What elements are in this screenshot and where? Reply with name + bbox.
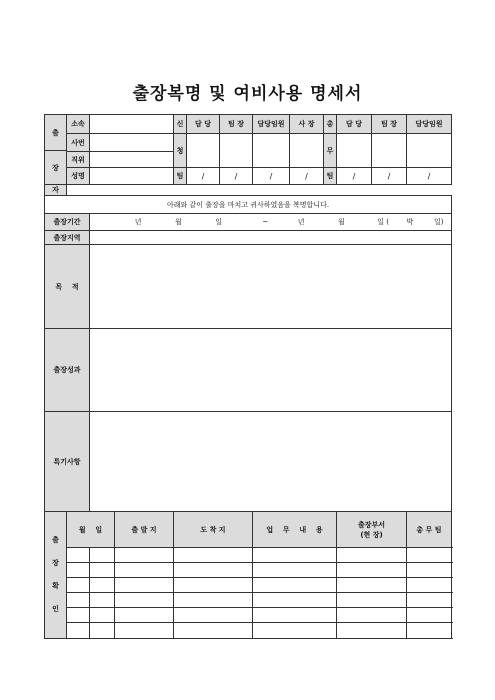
- sign-box-request-president[interactable]: [290, 134, 324, 168]
- expense-report-form: [44, 114, 452, 639]
- confirm-cell[interactable]: [407, 593, 452, 608]
- confirm-cell[interactable]: [174, 563, 253, 578]
- document-title: 출장복명 및 여비사용 명세서: [132, 84, 363, 104]
- general-side-label-1: 총: [324, 115, 337, 134]
- traveler-side-label-3: 자: [45, 185, 67, 196]
- confirm-col-work: 업 무 내 용: [253, 512, 337, 548]
- period-part: 일 (: [377, 218, 389, 226]
- confirm-cell[interactable]: [337, 623, 407, 639]
- sign-box-general-staff[interactable]: [337, 134, 372, 168]
- field-value-position[interactable]: [90, 152, 174, 168]
- sign-box-general-executive[interactable]: [407, 134, 452, 168]
- field-label-employee-id: 사번: [67, 134, 90, 152]
- confirm-side-char: 출: [52, 536, 59, 544]
- purpose-value[interactable]: [90, 245, 452, 329]
- period-part: ~: [262, 218, 269, 226]
- remarks-label: 특기사항: [45, 412, 90, 512]
- general-col-team-lead: 팀 장: [372, 115, 407, 134]
- period-part: 일: [215, 218, 223, 226]
- sign-box-request-staff[interactable]: [187, 134, 220, 168]
- confirm-cell[interactable]: [67, 563, 90, 578]
- period-value[interactable]: [90, 214, 452, 231]
- confirm-side-char: 확: [52, 582, 59, 590]
- date-slash: /: [187, 168, 220, 185]
- field-value-employee-id[interactable]: [90, 134, 174, 152]
- confirm-cell[interactable]: [337, 608, 407, 623]
- general-side-label-2: 무: [324, 134, 337, 168]
- field-label-name: 성명: [67, 168, 90, 185]
- field-value-name[interactable]: [90, 168, 174, 185]
- period-part: 년: [134, 218, 142, 226]
- confirm-cell[interactable]: [67, 593, 90, 608]
- result-value[interactable]: [90, 329, 452, 412]
- confirm-cell[interactable]: [90, 608, 115, 623]
- confirm-col-dept-line2: (현 장): [360, 530, 383, 539]
- confirm-cell[interactable]: [253, 593, 337, 608]
- region-value[interactable]: [90, 231, 452, 245]
- request-col-team-lead: 팀 장: [220, 115, 253, 134]
- date-slash: /: [337, 168, 372, 185]
- traveler-side-label-2: 장: [45, 151, 67, 185]
- period-label: 출장기간: [45, 214, 90, 231]
- general-col-staff: 담 당: [337, 115, 372, 134]
- confirm-cell[interactable]: [115, 623, 174, 639]
- confirm-side-char: 인: [52, 605, 59, 613]
- general-side-label-3: 팀: [324, 168, 337, 185]
- confirm-cell[interactable]: [407, 608, 452, 623]
- sign-box-request-executive[interactable]: [253, 134, 290, 168]
- confirm-col-dept: [337, 512, 407, 548]
- confirm-cell[interactable]: [90, 548, 115, 563]
- request-col-staff: 담 당: [187, 115, 220, 134]
- period-part: 일): [433, 218, 444, 226]
- confirm-cell[interactable]: [407, 563, 452, 578]
- date-slash: /: [253, 168, 290, 185]
- confirm-cell[interactable]: [253, 548, 337, 563]
- period-part: 년: [297, 218, 305, 226]
- confirm-cell[interactable]: [174, 593, 253, 608]
- confirm-cell[interactable]: [174, 578, 253, 593]
- region-label: 출장지역: [45, 231, 90, 245]
- confirm-col-departure: 출 발 지: [115, 512, 174, 548]
- confirm-cell[interactable]: [115, 578, 174, 593]
- confirm-cell[interactable]: [90, 563, 115, 578]
- confirm-cell[interactable]: [253, 608, 337, 623]
- confirm-cell[interactable]: [115, 548, 174, 563]
- confirm-cell[interactable]: [67, 578, 90, 593]
- traveler-side-label-1: 출: [45, 115, 67, 151]
- field-value-affiliation[interactable]: [90, 115, 174, 134]
- purpose-label: 목 적: [45, 245, 90, 329]
- sign-box-general-team-lead[interactable]: [372, 134, 407, 168]
- remarks-value[interactable]: [90, 412, 452, 512]
- sign-box-request-team-lead[interactable]: [220, 134, 253, 168]
- confirm-cell[interactable]: [174, 548, 253, 563]
- field-label-affiliation: 소속: [67, 115, 90, 134]
- confirm-cell[interactable]: [337, 578, 407, 593]
- confirm-col-general: 총 무 팀: [407, 512, 452, 548]
- confirm-cell[interactable]: [407, 578, 452, 593]
- confirm-cell[interactable]: [337, 593, 407, 608]
- confirm-cell[interactable]: [253, 563, 337, 578]
- request-col-president: 사 장: [290, 115, 324, 134]
- form-table-wrapper: [44, 114, 451, 639]
- request-col-executive: 담당임원: [253, 115, 290, 134]
- date-slash: /: [372, 168, 407, 185]
- confirm-col-dept-line1: 출장부서: [357, 520, 386, 529]
- confirm-col-arrival: 도 착 지: [174, 512, 253, 548]
- general-col-executive: 담당임원: [407, 115, 452, 134]
- confirm-cell[interactable]: [115, 563, 174, 578]
- date-slash: /: [220, 168, 253, 185]
- confirm-cell[interactable]: [174, 608, 253, 623]
- confirm-cell[interactable]: [67, 623, 90, 639]
- request-side-label-1: 신: [174, 115, 187, 134]
- period-part: 박: [406, 218, 414, 226]
- field-label-position: 직위: [67, 152, 90, 168]
- confirm-cell[interactable]: [90, 623, 115, 639]
- confirm-cell[interactable]: [174, 623, 253, 639]
- confirm-cell[interactable]: [115, 593, 174, 608]
- date-slash: /: [290, 168, 324, 185]
- confirm-cell[interactable]: [115, 608, 174, 623]
- request-side-label-2: 청: [174, 134, 187, 168]
- confirm-cell[interactable]: [407, 623, 452, 639]
- result-label: 출장성과: [45, 329, 90, 412]
- confirm-cell[interactable]: [90, 578, 115, 593]
- confirm-col-date: 월 일: [67, 512, 115, 548]
- confirm-cell[interactable]: [337, 563, 407, 578]
- confirm-cell[interactable]: [67, 608, 90, 623]
- confirm-cell[interactable]: [67, 548, 90, 563]
- confirm-cell[interactable]: [253, 578, 337, 593]
- period-part: 월: [337, 218, 345, 226]
- confirm-side-label: [45, 512, 67, 639]
- notice-text: 아래와 같이 출장을 마치고 귀사하였음을 복명합니다.: [45, 196, 452, 214]
- confirm-cell[interactable]: [253, 623, 337, 639]
- confirm-cell[interactable]: [337, 548, 407, 563]
- date-slash: /: [407, 168, 452, 185]
- request-side-label-3: 팀: [174, 168, 187, 185]
- confirm-cell[interactable]: [407, 548, 452, 563]
- confirm-cell[interactable]: [90, 593, 115, 608]
- confirm-side-char: 장: [52, 559, 59, 567]
- period-part: 월: [175, 218, 182, 226]
